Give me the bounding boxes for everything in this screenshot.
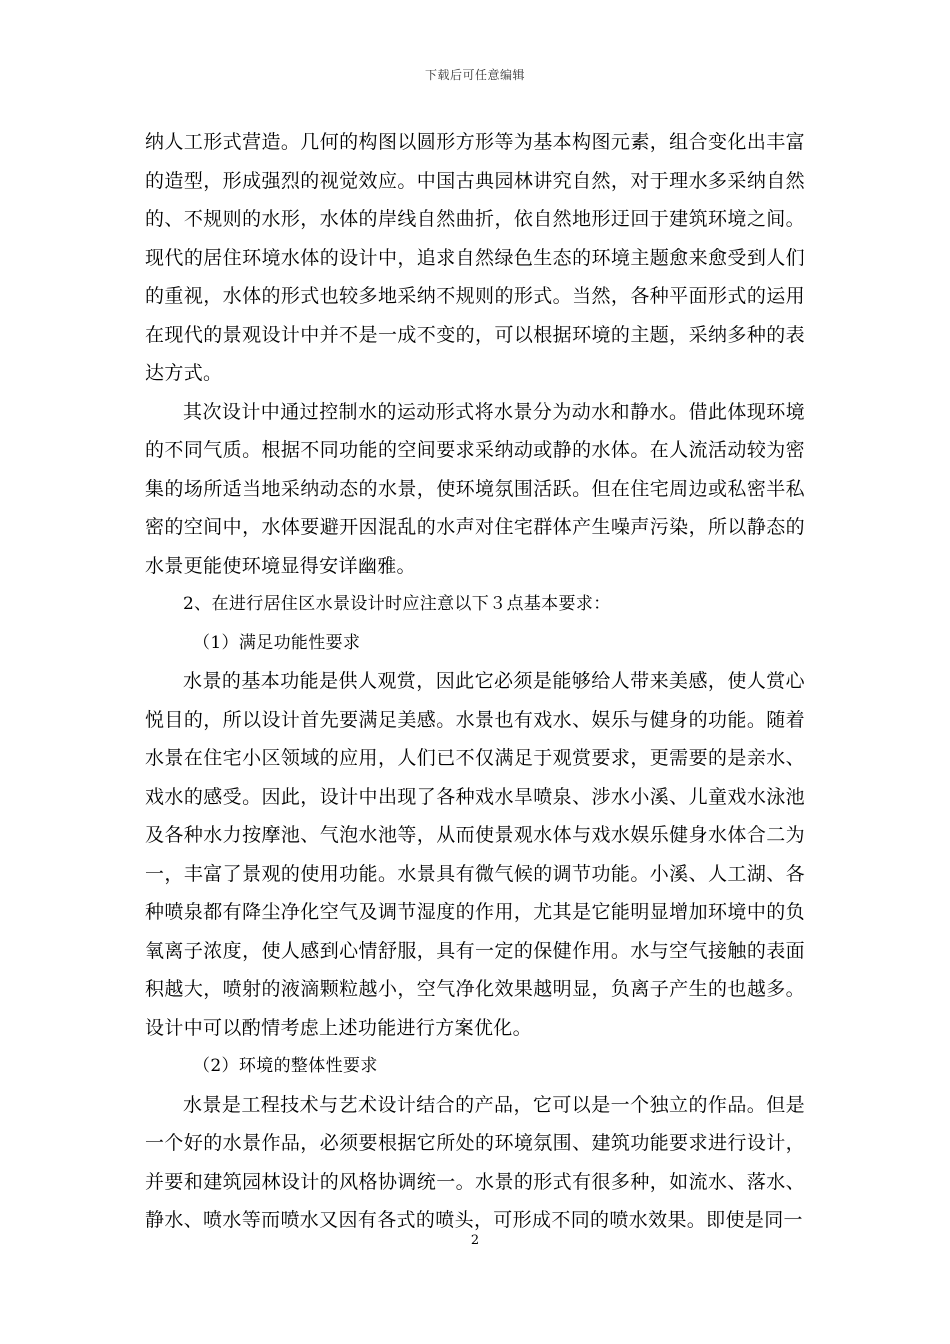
document-body — [145, 123, 805, 1240]
page-number: 2 — [470, 1233, 480, 1248]
subheading-functional: （1）满足功能性要求 — [193, 632, 361, 653]
subheading-integrity: （2）环境的整体性要求 — [193, 1056, 378, 1076]
paragraph-water-form: 纳人工形式营造。几何的构图以圆形方形等为基本构图元素，组合变化出丰富的造型，形成强烈的视觉效应。中国古典园林讲究自然，对于理水多采纳自然的、不规则的水形，水体的岸线自然曲折，依自然地形迂回于建筑环境之间。现代的居住环境水体的设计中，追求自然绿色生态的环境主题愈来愈受到人们的重视，水体的形式也较多地采纳不规则的形式。当然，各种平面形式的运用在现代的景观设计中并不是一成不变的，可以根据环境的主题，采纳多种的表达方式。 — [145, 131, 805, 384]
paragraph-dynamic-static-water: 其次设计中通过控制水的运动形式将水景分为动水和静水。借此体现环境的不同气质。根据不同功能的空间要求采纳动或静的水体。在人流活动较为密集的场所适当地采纳动态的水景，使环境氛围活跃。但在住宅周边或私密半私密的空间中，水体要避开因混乱的水声对住宅群体产生噪声污染，所以静态的水景更能使环境显得安详幽雅。 — [145, 400, 805, 577]
paragraph-functional: 水景的基本功能是供人观赏，因此它必须是能够给人带来美感，使人赏心悦目的，所以设计首先要满足美感。水景也有戏水、娱乐与健身的功能。随着水景在住宅小区领域的应用，人们已不仅满足于观赏要求，更需要的是亲水、戏水的感受。因此，设计中出现了各种戏水旱喷泉、涉水小溪、儿童戏水泳池及各种水力按摩池、气泡水池等，从而使景观水体与戏水娱乐健身水体合二为一，丰富了景观的使用功能。水景具有微气候的调节功能。小溪、人工湖、各种喷泉都有降尘净化空气及调节湿度的作用，尤其是它能明显增加环境中的负氧离子浓度，使人感到心情舒服，具有一定的保健作用。水与空气接触的表面积越大，喷射的液滴颗粒越小，空气净化效果越明显，负离子产生的也越多。设计中可以酌情考虑上述功能进行方案优化。 — [145, 670, 805, 1039]
section-heading-requirements: 2、在进行居住区水景设计时应注意以下３点基本要求： — [183, 594, 611, 614]
paragraph-integrity: 水景是工程技术与艺术设计结合的产品，它可以是一个独立的作品。但是一个好的水景作品，必须要根据它所处的环境氛围、建筑功能要求进行设计，并要和建筑园林设计的风格协调统一。水景的形式有很多种，如流水、落水、静水、喷水等而喷水又因有各式的喷头，可形成不同的喷水效果。即使是同一 — [145, 1093, 805, 1231]
page-header: 下载后可任意编辑 — [424, 68, 525, 82]
